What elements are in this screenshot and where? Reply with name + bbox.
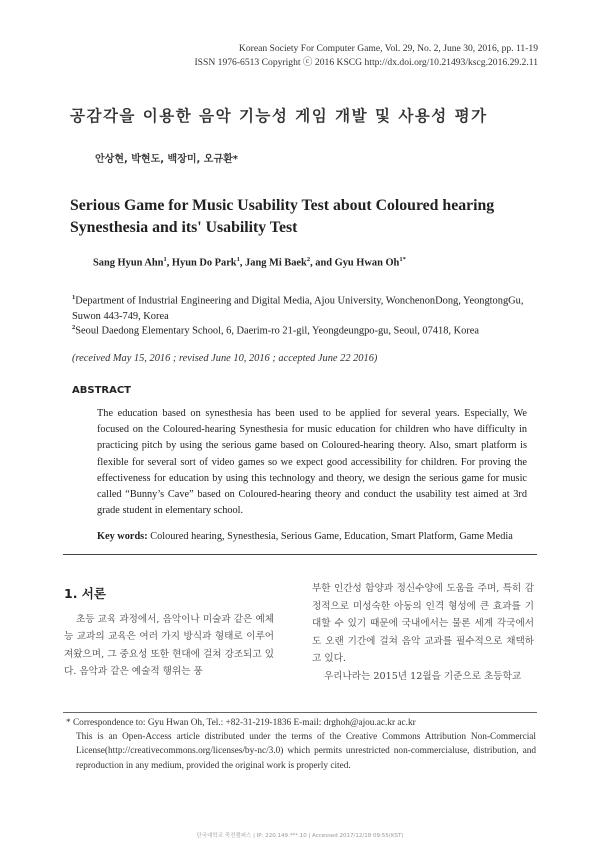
author-affil-mark: 1 bbox=[236, 256, 240, 263]
body-column-left bbox=[64, 585, 274, 681]
journal-citation: Korean Society For Computer Game, Vol. 29, No. 2, June 30, 2016, pp. 11-19 bbox=[238, 43, 538, 54]
english-authors: Sang Hyun Ahn$^1$, Hyun Do Park$^1$, Jang Mi Baek$^2$, and Gyu Hwan $Oh^{1*}$ bbox=[93, 256, 406, 269]
korean-authors: 안상현, 박현도, 백장미, 오규환* bbox=[95, 154, 238, 165]
author-name: Gyu Hwan Oh bbox=[334, 257, 400, 269]
received-dates: (received May 15, 2016 ; revised June 10, 2016 ; accepted June 22 2016) bbox=[72, 353, 378, 364]
body-column-right bbox=[312, 580, 534, 685]
body-paragraph: 부한 인간성 함양과 정신수양에 도움을 주며, 특히 감정적으로 미성숙한 아동의 인격 형성에 큰 효과를 기대할 수 있기 때문에 국내에서는 물론 세계 각국에서도 오랜 기간에 걸쳐 음악 교과를 필수적으로 채택하고 있다. bbox=[312, 583, 534, 664]
abstract-heading: ABSTRACT bbox=[72, 385, 131, 396]
body-paragraph: 초등 교육 과정에서, 음악이나 미술과 같은 예체능 교과의 교육은 여러 가지 방식과 형태로 이루어져왔으며, 그 중요성 또한 현대에 걸쳐 강조되고 있다. 음악과 같은 예술적 행위는 풍 bbox=[64, 613, 274, 677]
affiliation-text: Seoul Daedong Elementary School, 6, Daerim-ro 21-gil, Yeongdeungpo-gu, Seoul, 07418, Korea bbox=[75, 325, 479, 337]
author-name: Hyun Do Park bbox=[171, 257, 237, 269]
korean-title: 공감각을 이용한 음악 기능성 게임 개발 및 사용성 평가 bbox=[70, 107, 488, 125]
author-conjunction: and bbox=[315, 257, 333, 269]
access-footer: 단국대학교 죽전캠퍼스 | IP: 220.149.***.10 | Accessed 2017/12/18 09:55(KST) bbox=[196, 833, 404, 839]
affiliation-text: Department of Industrial Engineering and Digital Media, Ajou University, WonchenonDong, YeongtongGu, Suwon 443-749, Korea bbox=[72, 295, 524, 322]
author-affil-mark: 2 bbox=[306, 256, 311, 263]
affiliation-number: 1 bbox=[72, 294, 76, 301]
abstract-text: The education based on synesthesia has been used to be applied for several years. Especially, We focused on the Coloured-hearing Synesthesia for music education for children who have difficulty in practicing pitch by using the serious game based on Coloured-hearing theory. Also, smart platform is flexible for several sort of video games so we expect good accessibility for children. For proving the effectiveness for education by using this technology and theory, we design the serious game for music called “Bunny’s Cave” based on Coloured-hearing theory and conduct the usability test aimed at 3rd grade student in elementary school. bbox=[97, 408, 527, 517]
section-heading: 1. 서론 bbox=[64, 586, 106, 601]
english-title: Serious Game for Music Usability Test about Coloured hearing Synesthesia and its' Usability Test bbox=[70, 197, 495, 236]
author-name: Sang Hyun Ahn bbox=[93, 257, 164, 269]
journal-header bbox=[194, 42, 538, 70]
journal-issn-doi: ISSN 1976-6513 Copyright ⓒ 2016 KSCG http://dx.doi.org/10.21493/kscg.2016.29.2.11 bbox=[194, 57, 538, 68]
author-affil-mark: 1 bbox=[163, 256, 167, 263]
affiliation-number: 2 bbox=[72, 324, 76, 331]
section-divider bbox=[63, 554, 537, 555]
keywords-label: Key words: bbox=[97, 531, 148, 542]
footnote-divider bbox=[63, 712, 537, 713]
body-paragraph: 우리나라는 2015년 12월을 기준으로 초등학교 bbox=[324, 670, 522, 682]
correspondence-line: * Correspondence to: Gyu Hwan Oh, Tel.: +82-31-219-1836 E-mail: drghoh@ajou.ac.kr ac.kr bbox=[66, 718, 416, 728]
footnote bbox=[66, 716, 536, 773]
keywords-text: Coloured hearing, Synesthesia, Serious Game, Education, Smart Platform, Game Media bbox=[150, 531, 513, 542]
affiliation-2 bbox=[72, 320, 542, 339]
license-text: This is an Open-Access article distributed under the terms of the Creative Commons Attribution Non-Commercial License(http://creativecommons.org/licenses/by-nc/3.0) which permits unrestricted non-commercialuse, distribution, and reproduction in any medium, provided the original work is properly cited. bbox=[76, 732, 536, 771]
author-affil-mark: 1* bbox=[399, 256, 406, 263]
author-name: Jang Mi Baek bbox=[245, 257, 307, 269]
keywords bbox=[97, 531, 513, 542]
